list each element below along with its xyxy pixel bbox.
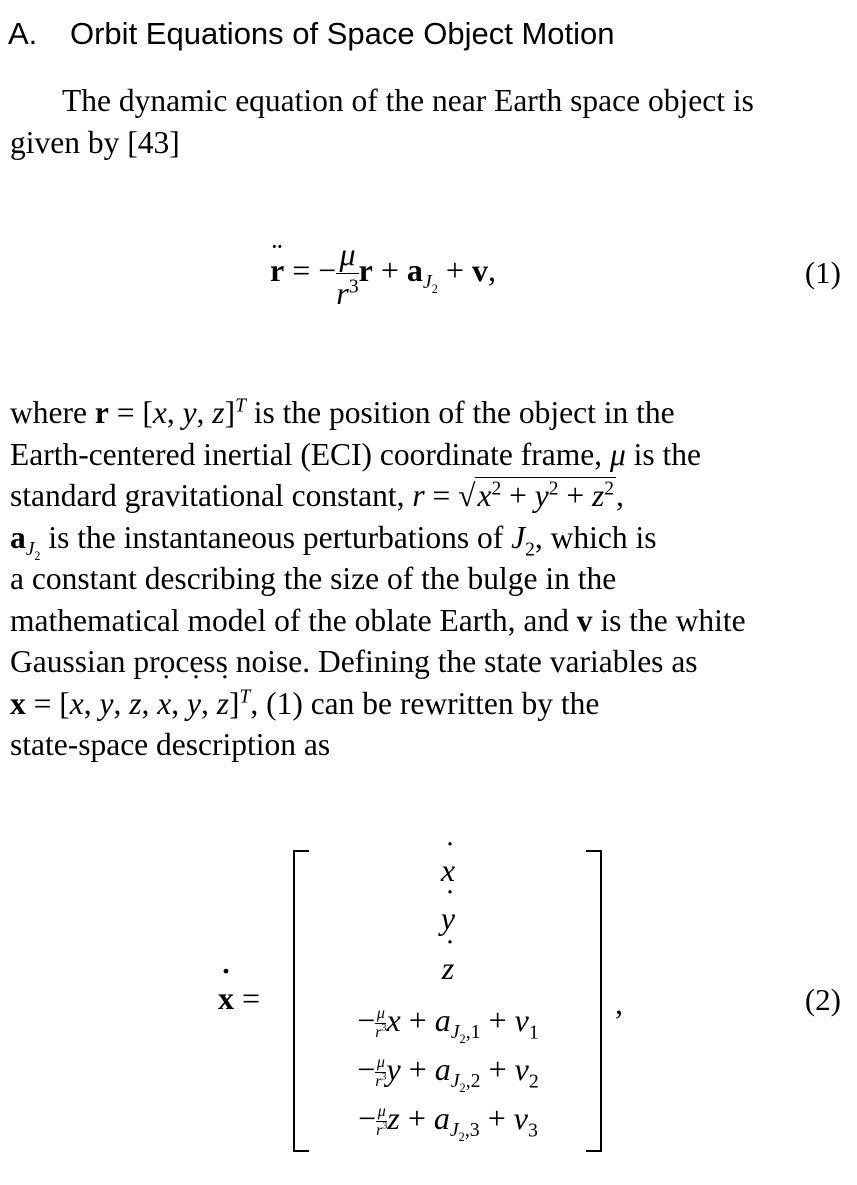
para-line-3: standard gravitational constant, $r = √x^2 + y^2 + z^2$, [10,478,624,513]
matrix-right-bracket [586,850,602,1152]
matrix-row-1: x ˙ [310,852,586,889]
para-line-7: Gaussian process noise. Defining the state variables as [10,644,698,679]
intro-paragraph [10,80,850,163]
intro-line-1: The dynamic equation of the near Earth space object is [62,83,754,118]
body-paragraph [10,392,850,766]
matrix-row-5: − $\frac{\mu}{r^3}$ $y + a_{J_2,2} + v_2$ [357,1051,539,1096]
equation-2-number: (2) [804,982,841,1017]
equation-2-lhs: x ˙ = [218,980,260,1017]
matrix-row-4: − $\frac{\mu}{r^3}$ $x + a_{J_2,1} + v_1$ [357,1002,539,1047]
para-line-5: a constant describing the size of the bulge in the [10,561,617,596]
section-title: Orbit Equations of Space Object Motion [70,16,615,51]
matrix-row-3: z ˙ [310,950,586,987]
equation-1: r ¨ = − $\frac{\mu}{r^3}$ $r + a_{J_2} + v$, [270,238,496,309]
para-line-1: where r = [x, y, z]$^T$ is the position of the object in the [10,395,675,430]
equation-1-number: (1) [804,255,841,290]
intro-line-2: given by [43] [10,124,180,160]
matrix-row-2: y ˙ [310,900,586,937]
para-line-6: mathematical model of the oblate Earth, and v is the white [10,602,746,638]
para-line-9: state-space description as [10,727,331,762]
matrix-comma: , [615,985,623,1021]
section-number: A. [8,16,38,51]
para-line-4: $a_{J_2}$ is the instantaneous perturbations of $J_2$, which is [10,519,657,563]
para-line-2: Earth-centered inertial (ECI) coordinate frame, μ is the [10,436,701,472]
section-heading [8,16,615,52]
matrix-row-6: − $\frac{\mu}{r^3}$ $z + a_{J_2,3} + v_3$ [358,1100,538,1145]
para-line-8: x = [x, y, z, x ˙, y ˙, z ˙]$^T$, (1) can be rewritten by the [10,683,850,725]
matrix-left-bracket [293,850,309,1152]
